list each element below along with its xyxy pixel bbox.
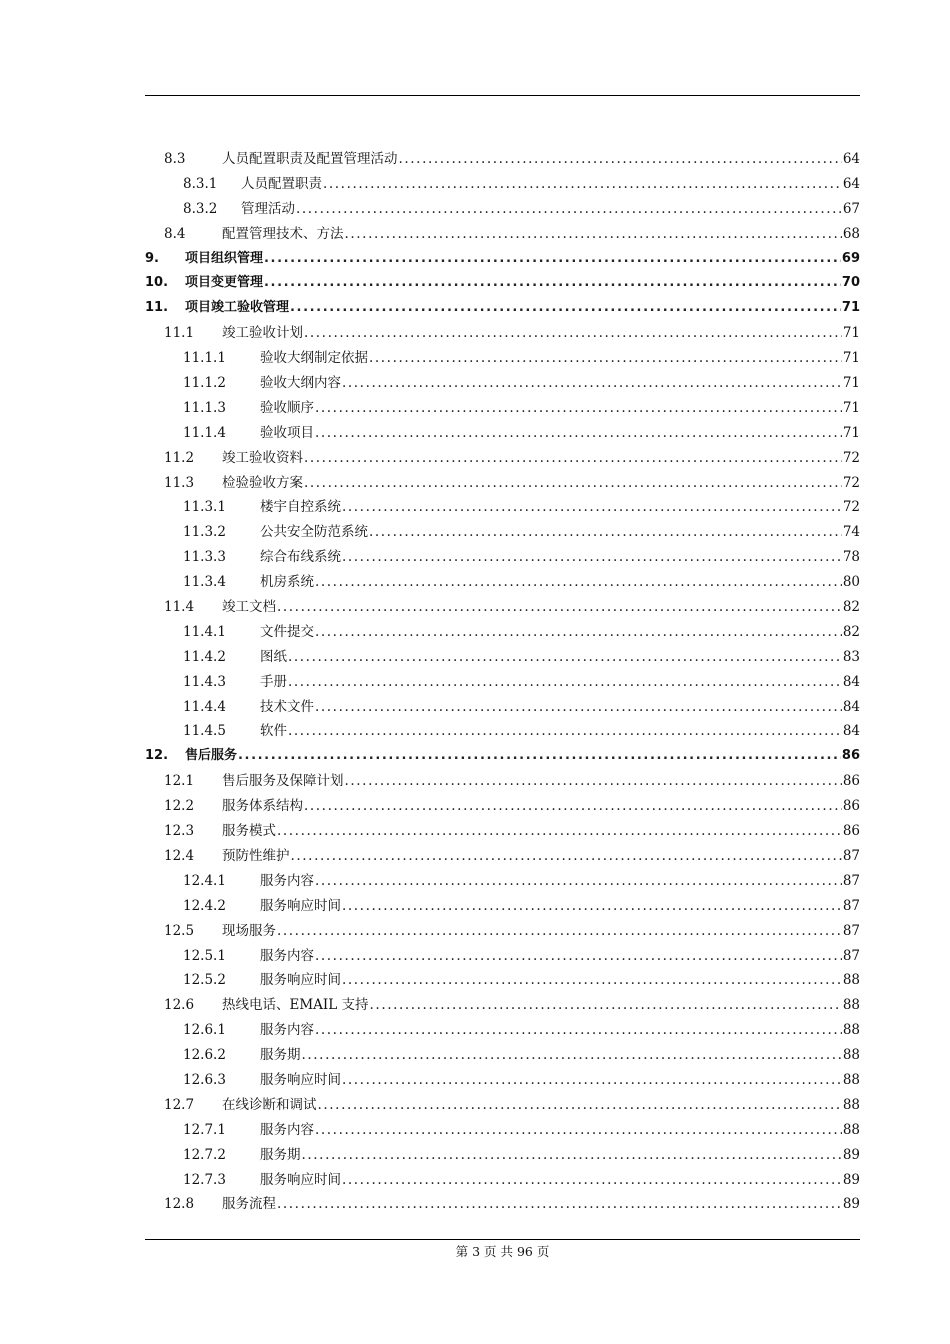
- toc-entry-number: 11.3.1: [183, 499, 226, 516]
- toc-entry-title: 服务响应时间: [260, 1071, 341, 1088]
- toc-entry[interactable]: [145, 396, 860, 421]
- toc-entry-title: 人员配置职责及配置管理活动: [222, 151, 398, 167]
- toc-entry-title: 验收大纲内容: [260, 375, 341, 392]
- toc-entry-number: 12.6.2: [183, 1047, 226, 1064]
- toc-entry-title: 竣工验收计划: [222, 325, 303, 342]
- toc-entry-title: 服务响应时间: [260, 897, 341, 914]
- toc-entry-title: 技术文件: [260, 698, 314, 715]
- toc-entry[interactable]: [145, 1043, 860, 1068]
- toc-entry-title: 服务响应时间: [260, 972, 341, 989]
- toc-entry-page-number: 74: [842, 524, 860, 541]
- toc-entry-title: 综合布线系统: [260, 549, 341, 566]
- toc-entry[interactable]: [145, 222, 860, 247]
- toc-entry-title: 机房系统: [260, 574, 314, 591]
- toc-entry-number: 12.4.1: [183, 872, 226, 889]
- toc-entry[interactable]: [145, 993, 860, 1018]
- toc-entry-title: 文件提交: [260, 623, 314, 640]
- toc-dot-leader: [264, 275, 841, 290]
- toc-dot-leader: [342, 1172, 842, 1188]
- toc-dot-leader: [342, 898, 842, 914]
- toc-entry-title: 在线诊断和调试: [222, 1096, 317, 1113]
- toc-entry-title: 服务期: [260, 1047, 301, 1064]
- toc-entry-number: 11.1.1: [183, 350, 226, 367]
- toc-entry-number: 11.3.3: [183, 549, 226, 566]
- toc-entry[interactable]: [145, 172, 860, 197]
- toc-entry-page-number: 72: [842, 449, 860, 466]
- toc-entry[interactable]: [145, 545, 860, 570]
- toc-dot-leader: [323, 176, 842, 192]
- toc-entry-title: 项目变更管理: [185, 275, 264, 291]
- toc-entry-page-number: 83: [842, 648, 860, 665]
- toc-entry-page-number: 86: [842, 773, 860, 790]
- toc-entry[interactable]: [145, 147, 860, 172]
- toc-dot-leader: [369, 350, 842, 366]
- toc-entry-number: 11.4.4: [183, 698, 226, 715]
- toc-entry-number: 12.4.2: [183, 897, 226, 914]
- toc-entry-page-number: 88: [842, 997, 860, 1014]
- toc-entry-title: 楼宇自控系统: [260, 499, 341, 516]
- toc-entry[interactable]: [145, 968, 860, 993]
- toc-entry-title: 软件: [260, 723, 287, 740]
- toc-entry-title: 服务模式: [222, 823, 276, 840]
- toc-entry-number: 11.3.4: [183, 574, 226, 591]
- toc-entry[interactable]: [145, 197, 860, 222]
- toc-entry-page-number: 68: [842, 225, 860, 242]
- toc-entry-title: 服务内容: [260, 1121, 314, 1138]
- toc-entry[interactable]: [145, 844, 860, 869]
- toc-dot-leader: [342, 972, 842, 988]
- toc-entry-title: 预防性维护: [222, 847, 290, 864]
- toc-entry-page-number: 87: [842, 897, 860, 914]
- toc-entry-title: 服务体系结构: [222, 798, 303, 815]
- toc-dot-leader: [304, 450, 842, 466]
- toc-entry-page-number: 89: [842, 1196, 860, 1213]
- toc-entry[interactable]: [145, 1168, 860, 1193]
- toc-entry[interactable]: [145, 570, 860, 595]
- toc-dot-leader: [315, 574, 842, 590]
- page-footer: 第 3 页 共 96 页: [455, 1244, 550, 1259]
- toc-dot-leader: [315, 1122, 842, 1138]
- toc-entry-page-number: 84: [842, 698, 860, 715]
- toc-entry-number: 8.3.2: [183, 200, 218, 217]
- toc-entry[interactable]: [145, 520, 860, 545]
- toc-entry-number: 8.4: [164, 225, 186, 242]
- table-of-contents: [145, 147, 860, 1217]
- toc-entry-page-number: 78: [842, 549, 860, 566]
- toc-entry-number: 11.1.2: [183, 375, 226, 392]
- toc-entry-number: 8.3.1: [183, 175, 218, 192]
- toc-entry-number: 11.1.4: [183, 424, 226, 441]
- toc-entry-page-number: 80: [842, 574, 860, 591]
- toc-entry-number: 11.4.5: [183, 723, 226, 740]
- toc-dot-leader: [304, 798, 842, 814]
- toc-entry-page-number: 87: [842, 947, 860, 964]
- toc-entry-page-number: 84: [842, 723, 860, 740]
- toc-entry-page-number: 88: [842, 1121, 860, 1138]
- toc-entry[interactable]: [145, 819, 860, 844]
- toc-entry-title: 验收大纲制定依据: [260, 350, 368, 367]
- toc-entry-page-number: 87: [842, 922, 860, 939]
- toc-entry-title: 服务响应时间: [260, 1171, 341, 1188]
- toc-entry-title: 手册: [260, 673, 287, 690]
- toc-entry[interactable]: [145, 894, 860, 919]
- toc-dot-leader: [315, 624, 842, 640]
- toc-entry-title: 服务内容: [260, 947, 314, 964]
- toc-dot-leader: [304, 325, 842, 341]
- toc-entry-title: 服务内容: [260, 872, 314, 889]
- toc-dot-leader: [399, 151, 842, 167]
- toc-dot-leader: [304, 475, 842, 491]
- toc-entry-title: 检验验收方案: [222, 474, 303, 491]
- header-rule: [145, 95, 860, 96]
- toc-dot-leader: [288, 723, 842, 739]
- toc-dot-leader: [315, 873, 842, 889]
- toc-entry-number: 11.2: [164, 449, 195, 466]
- toc-entry[interactable]: [145, 321, 860, 346]
- toc-entry-page-number: 67: [842, 200, 860, 217]
- toc-entry-number: 11.4.1: [183, 623, 226, 640]
- toc-entry-title: 人员配置职责: [241, 175, 322, 192]
- toc-entry-title: 验收项目: [260, 424, 314, 441]
- toc-entry-number: 11.3.2: [183, 524, 226, 541]
- toc-entry-page-number: 89: [842, 1171, 860, 1188]
- toc-entry[interactable]: [145, 769, 860, 794]
- toc-entry-number: 12.5.2: [183, 972, 226, 989]
- toc-dot-leader: [277, 923, 842, 939]
- toc-entry[interactable]: [145, 1192, 860, 1217]
- toc-entry-number: 12.6: [164, 997, 195, 1014]
- toc-entry-title: 验收顺序: [260, 399, 314, 416]
- toc-dot-leader: [315, 425, 842, 441]
- toc-entry-page-number: 71: [842, 325, 860, 342]
- toc-entry-title: 竣工验收资料: [222, 449, 303, 466]
- toc-entry-page-number: 87: [842, 872, 860, 889]
- toc-entry-page-number: 72: [842, 474, 860, 491]
- toc-entry-number: 10.: [145, 275, 169, 291]
- toc-dot-leader: [318, 1097, 842, 1113]
- toc-entry[interactable]: [145, 1068, 860, 1093]
- toc-dot-leader: [342, 499, 842, 515]
- toc-entry-number: 12.4: [164, 847, 195, 864]
- toc-entry[interactable]: [145, 744, 860, 769]
- toc-entry[interactable]: [145, 446, 860, 471]
- toc-entry[interactable]: [145, 1143, 860, 1168]
- toc-entry[interactable]: [145, 471, 860, 496]
- toc-dot-leader: [315, 400, 842, 416]
- toc-dot-leader: [315, 948, 842, 964]
- toc-entry-number: 12.2: [164, 798, 195, 815]
- toc-entry-page-number: 71: [841, 300, 860, 316]
- toc-dot-leader: [302, 1047, 842, 1063]
- toc-dot-leader: [290, 300, 841, 315]
- toc-dot-leader: [342, 549, 842, 565]
- toc-entry[interactable]: [145, 421, 860, 446]
- toc-entry-number: 12.: [145, 748, 169, 764]
- toc-entry-number: 11.4: [164, 599, 195, 616]
- toc-entry-title: 热线电话、EMAIL 支持: [222, 997, 369, 1014]
- toc-entry-title: 公共安全防范系统: [260, 524, 368, 541]
- toc-dot-leader: [345, 226, 842, 242]
- toc-entry[interactable]: [145, 1018, 860, 1043]
- toc-entry-page-number: 71: [842, 350, 860, 367]
- toc-entry-page-number: 64: [842, 175, 860, 192]
- toc-dot-leader: [302, 1147, 842, 1163]
- toc-entry-page-number: 86: [842, 798, 860, 815]
- toc-entry-page-number: 70: [841, 275, 860, 291]
- toc-entry-title: 服务流程: [222, 1196, 276, 1213]
- toc-entry-number: 12.6.3: [183, 1071, 226, 1088]
- toc-entry[interactable]: [145, 247, 860, 272]
- toc-entry[interactable]: [145, 695, 860, 720]
- toc-entry-page-number: 88: [842, 1022, 860, 1039]
- toc-entry-page-number: 86: [842, 823, 860, 840]
- toc-entry-title: 现场服务: [222, 922, 276, 939]
- toc-entry-title: 配置管理技术、方法: [222, 225, 344, 242]
- toc-entry-title: 服务期: [260, 1146, 301, 1163]
- toc-entry-number: 8.3: [164, 151, 186, 167]
- toc-entry-number: 11.1: [164, 325, 195, 342]
- toc-entry[interactable]: [145, 944, 860, 969]
- toc-entry[interactable]: [145, 346, 860, 371]
- toc-dot-leader: [288, 674, 842, 690]
- toc-dot-leader: [345, 773, 842, 789]
- toc-entry[interactable]: [145, 1093, 860, 1118]
- toc-dot-leader: [277, 599, 842, 615]
- toc-entry-page-number: 86: [841, 748, 860, 764]
- toc-dot-leader: [277, 823, 842, 839]
- toc-entry-title: 售后服务: [185, 748, 238, 764]
- toc-entry-number: 9.: [145, 250, 159, 266]
- toc-entry-title: 管理活动: [241, 200, 295, 217]
- toc-entry-number: 12.7.1: [183, 1121, 226, 1138]
- toc-entry-page-number: 82: [842, 623, 860, 640]
- toc-entry-page-number: 88: [842, 972, 860, 989]
- toc-dot-leader: [238, 748, 841, 763]
- toc-entry-number: 11.3: [164, 474, 195, 491]
- toc-entry[interactable]: [145, 271, 860, 296]
- toc-entry-page-number: 89: [842, 1146, 860, 1163]
- toc-entry[interactable]: [145, 869, 860, 894]
- toc-entry[interactable]: [145, 670, 860, 695]
- toc-entry[interactable]: [145, 296, 860, 321]
- toc-entry-number: 12.1: [164, 773, 195, 790]
- toc-dot-leader: [291, 848, 842, 864]
- toc-entry-number: 11.4.2: [183, 648, 226, 665]
- toc-entry[interactable]: [145, 1118, 860, 1143]
- toc-entry-page-number: 69: [841, 250, 860, 266]
- toc-entry-number: 12.3: [164, 823, 195, 840]
- toc-entry-page-number: 71: [842, 424, 860, 441]
- toc-entry-title: 项目竣工验收管理: [185, 300, 290, 316]
- toc-entry-number: 12.5.1: [183, 947, 226, 964]
- toc-dot-leader: [264, 251, 841, 266]
- toc-entry-title: 服务内容: [260, 1022, 314, 1039]
- toc-dot-leader: [296, 201, 842, 217]
- toc-entry[interactable]: [145, 919, 860, 944]
- toc-entry-number: 11.1.3: [183, 399, 226, 416]
- toc-dot-leader: [370, 997, 842, 1013]
- toc-entry-page-number: 87: [842, 847, 860, 864]
- toc-entry[interactable]: [145, 645, 860, 670]
- toc-entry[interactable]: [145, 371, 860, 396]
- toc-entry-number: 12.6.1: [183, 1022, 226, 1039]
- toc-entry-page-number: 88: [842, 1096, 860, 1113]
- toc-dot-leader: [369, 524, 842, 540]
- toc-entry[interactable]: [145, 719, 860, 744]
- toc-entry-title: 竣工文档: [222, 599, 276, 616]
- toc-entry-number: 12.5: [164, 922, 195, 939]
- toc-entry-title: 售后服务及保障计划: [222, 773, 344, 790]
- toc-entry-page-number: 84: [842, 673, 860, 690]
- toc-entry-number: 12.8: [164, 1196, 195, 1213]
- toc-entry-page-number: 71: [842, 399, 860, 416]
- toc-dot-leader: [277, 1196, 842, 1212]
- toc-entry-number: 12.7.3: [183, 1171, 226, 1188]
- toc-dot-leader: [342, 375, 842, 391]
- toc-entry-page-number: 72: [842, 499, 860, 516]
- toc-entry[interactable]: [145, 794, 860, 819]
- toc-entry[interactable]: [145, 595, 860, 620]
- toc-entry-number: 11.: [145, 300, 169, 316]
- toc-entry-page-number: 64: [842, 151, 860, 167]
- toc-entry[interactable]: [145, 620, 860, 645]
- toc-entry-page-number: 82: [842, 599, 860, 616]
- toc-entry-number: 12.7: [164, 1096, 195, 1113]
- toc-entry-title: 项目组织管理: [185, 250, 264, 266]
- toc-entry[interactable]: [145, 495, 860, 520]
- toc-entry-page-number: 71: [842, 375, 860, 392]
- toc-entry-number: 12.7.2: [183, 1146, 226, 1163]
- toc-entry-page-number: 88: [842, 1071, 860, 1088]
- toc-dot-leader: [288, 649, 842, 665]
- toc-entry-title: 图纸: [260, 648, 287, 665]
- footer-rule: [145, 1239, 860, 1240]
- toc-dot-leader: [342, 1072, 842, 1088]
- toc-dot-leader: [315, 699, 842, 715]
- toc-dot-leader: [315, 1022, 842, 1038]
- toc-entry-number: 11.4.3: [183, 673, 226, 690]
- toc-entry-page-number: 88: [842, 1047, 860, 1064]
